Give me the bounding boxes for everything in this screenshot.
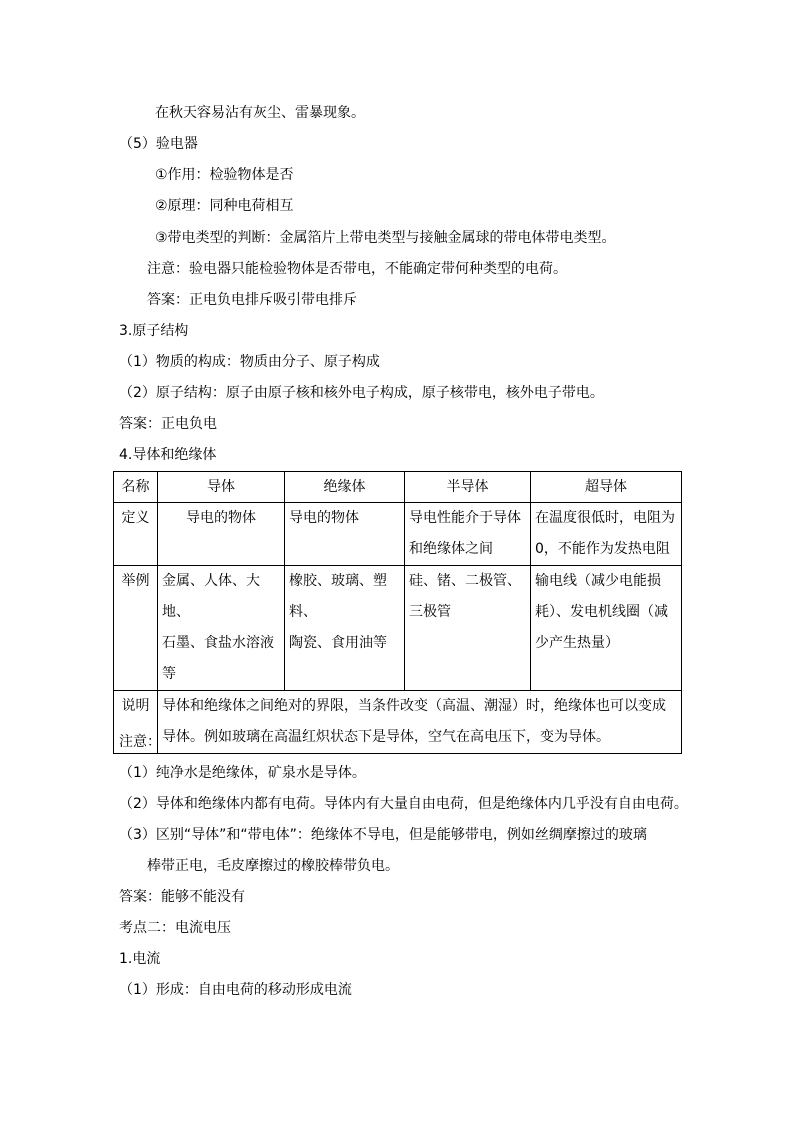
section-heading-electroscope: （5）验电器 [119,136,198,152]
text-line: ①作用：检验物体是否 [155,167,294,183]
table-cell: 导电的物体 [285,503,405,566]
header-cell: 绝缘体 [285,472,405,503]
table-cell [285,566,405,691]
row-label: 说明 [114,691,158,754]
table-cell [531,566,682,691]
cell-line: 橡胶、玻璃、塑料、 [289,573,387,620]
table-row-definition [114,503,682,566]
cell-line: 导体。例如玻璃在高温红炽状态下是导体，空气在高电压下，变为导体。 [162,729,610,745]
cell-line: 等 [162,666,176,682]
table-row-note [114,691,682,754]
answer-line: 答案：正电负电 [119,416,217,432]
header-cell: 导体 [158,472,285,503]
answer-line: 答案：正电负电排斥吸引带电排斥 [147,292,357,308]
cell-line: 硅、锗、二极管、 [409,573,521,589]
row-label: 定义 [114,503,158,566]
cell-line: 输电线（减少电能损 [535,573,661,589]
text-line: （1）物质的构成：物质由分子、原子构成 [119,354,380,370]
cell-line: 石墨、食盐水溶液 [162,635,274,651]
header-cell: 半导体 [405,472,531,503]
text-line: 棒带正电，毛皮摩擦过的橡胶棒带负电。 [147,858,399,874]
answer-line: 答案：能够不能没有 [119,889,245,905]
text-line: ②原理：同种电荷相互 [155,198,294,214]
text-line: （1）形成：自由电荷的移动形成电流 [119,982,352,998]
text-line: 在秋天容易沾有灰尘、雷暴现象。 [155,105,365,121]
section-heading-current: 1.电流 [119,951,161,967]
cell-line: 0，不能作为发热电阻 [535,541,670,557]
text-line: ③带电类型的判断：金属箔片上带电类型与接触金属球的带电体带电类型。 [155,230,616,246]
cell-line: 导体和绝缘体之间绝对的界限，当条件改变（高温、潮湿）时，绝缘体也可以变成 [162,698,666,714]
header-cell: 超导体 [531,472,682,503]
cell-line: 耗）、发电机线圈（减 [535,604,668,620]
table-cell [158,691,682,754]
header-cell: 名称 [114,472,158,503]
section-heading-atom: 3.原子结构 [119,323,189,339]
cell-line: 少产生热量） [535,635,619,651]
text-line: （1）纯净水是绝缘体，矿泉水是导体。 [119,765,366,781]
table-cell: 导电的物体 [158,503,285,566]
row-label: 举例 [114,566,158,691]
note-line: 注意：验电器只能检验物体是否带电，不能确定带何种类型的电荷。 [147,261,567,277]
section-heading-current-voltage: 考点二：电流电压 [119,920,231,936]
table-row-example [114,566,682,691]
section-heading-conductors: 4.导体和绝缘体 [119,447,217,463]
note-heading: 注意： [119,734,161,750]
table-cell [158,566,285,691]
text-line: （2）原子结构：原子由原子核和核外电子构成，原子核带电，核外电子带电。 [119,385,604,401]
cell-line: 金属、人体、大地、 [162,573,260,620]
text-line: （3）区别“导体”和“带电体”：绝缘体不导电，但是能够带电，例如丝绸摩擦过的玻璃 [119,827,647,843]
cell-line: 陶瓷、食用油等 [289,635,387,651]
text-line: （2）导体和绝缘体内都有电荷。导体内有大量自由电荷，但是绝缘体内几乎没有自由电荷。 [119,796,688,812]
table-cell [531,503,682,566]
cell-line: 和绝缘体之间 [409,541,493,557]
cell-line: 三极管 [409,604,451,620]
table-header-row [114,472,682,503]
cell-line: 在温度很低时，电阻为 [535,510,675,526]
table-cell [405,503,531,566]
table-cell [405,566,531,691]
cell-line: 导电性能介于导体 [409,510,521,526]
conductor-table [113,471,682,754]
